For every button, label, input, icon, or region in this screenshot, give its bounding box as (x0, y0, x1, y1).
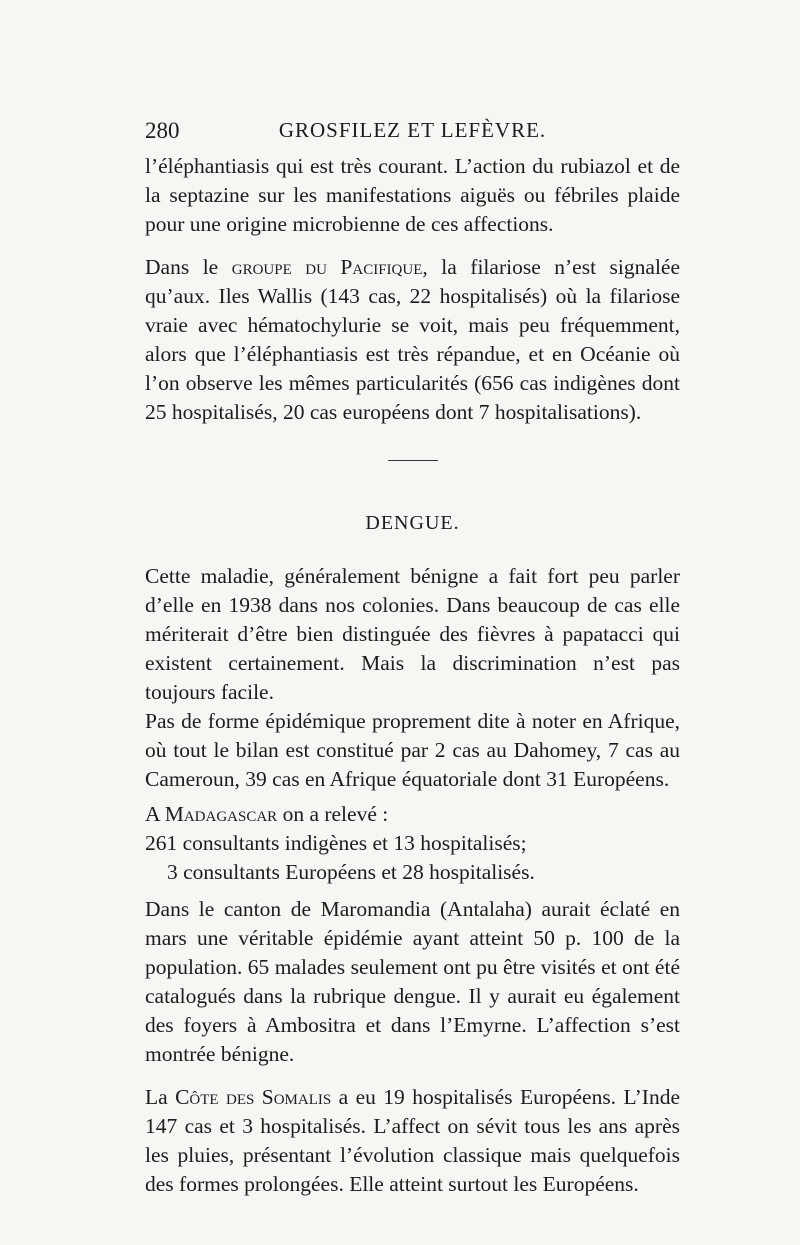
running-title: GROSFILEZ ET LEFÈVRE. (278, 118, 547, 142)
paragraph-somalis: La Côte des Somalis a eu 19 hospitalisés Européens. L’Inde 147 cas et 3 hospitalisés. L’affect on sévit tous les ans après les pluies, présentant l’évolution classique mais quelquefois des formes prolongées. Elle atteint surtout les Européens. (145, 1085, 680, 1196)
section-title: DENGUE. (365, 512, 460, 534)
paragraph-maromandia: Dans le canton de Maromandia (Antalaha) aurait éclaté en mars une véritable épidémie ayant atteint 50 p. 100 de la population. 65 malades seulement ont pu être visités et ont été catalogués dans la rubrique dengue. Il y aurait eu également des foyers à Ambositra et dans l’Emyrne. L’affection s’est montrée bénigne. (145, 897, 680, 1066)
page-body (145, 152, 680, 1199)
section-separator (388, 460, 438, 461)
small-caps-region: groupe du Pacifique (231, 255, 423, 279)
paragraph-dengue-intro: Cette maladie, généralement bénigne a fait fort peu parler d’elle en 1938 dans nos colonies. Dans beaucoup de cas elle mériterait d’être bien distinguée des fièvres à papatacci qui existent certainement. Mais la discrimination n’est pas toujours facile. (145, 564, 680, 704)
list-item: 261 consultants indigènes et 13 hospitalisés; (145, 831, 527, 855)
page-number: 280 (145, 118, 180, 143)
small-caps-region: Madagascar (164, 802, 278, 826)
list-item: 3 consultants Européens et 28 hospitalisés. (167, 860, 535, 884)
paragraph-pacifique: Dans le groupe du Pacifique, la filariose n’est signalée qu’aux. Iles Wallis (143 cas, 22 hospitalisés) où la filariose vraie avec hématochylurie se voit, mais peu fréquemment, alors que l’éléphantiasis est très répandue, et en Océanie où l’on observe les mêmes particularités (656 cas indigènes dont 25 hospitalisés, 20 cas européens dont 7 hospitalisations). (145, 255, 680, 424)
paragraph-madagascar: A Madagascar on a relevé : (145, 802, 389, 826)
paragraph-continuation: l’éléphantiasis qui est très courant. L’action du rubiazol et de la septazine sur les manifestations aiguës ou fébriles plaide pour une origine microbienne de ces affections. (145, 154, 680, 236)
madagascar-list (145, 829, 680, 887)
page-header (145, 118, 680, 148)
small-caps-region: Côte des Somalis (175, 1085, 332, 1109)
paragraph-afrique: Pas de forme épidémique proprement dite à noter en Afrique, où tout le bilan est constitué par 2 cas au Dahomey, 7 cas au Cameroun, 39 cas en Afrique équatoriale dont 31 Européens. (145, 709, 680, 791)
